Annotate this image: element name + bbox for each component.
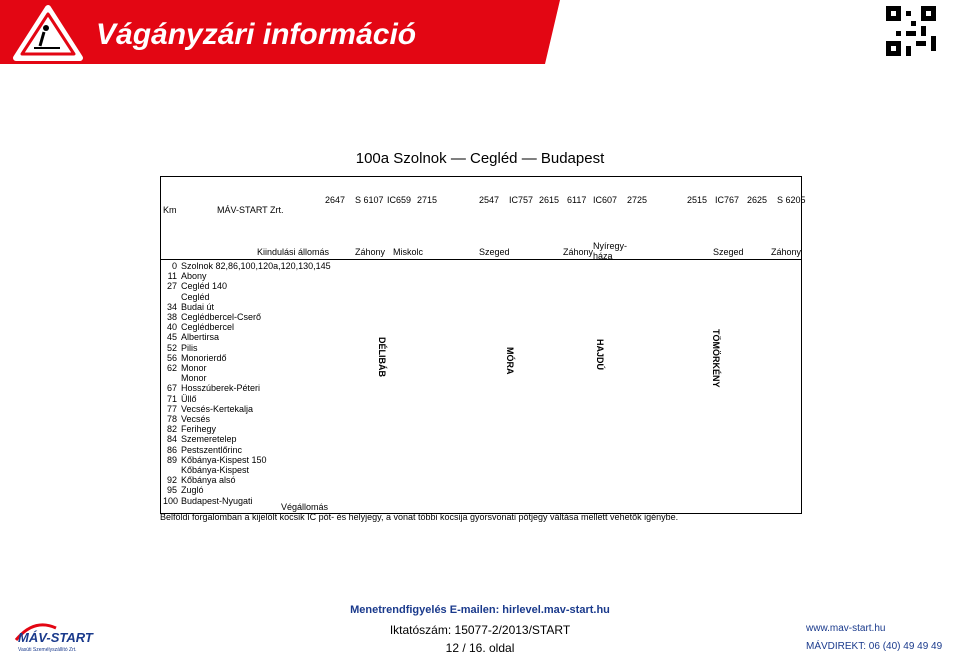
station-name: Cegléd 140 bbox=[181, 281, 228, 292]
station-row bbox=[161, 312, 801, 322]
station-name: Ceglédbercel-Cserő bbox=[181, 312, 262, 322]
station-row bbox=[161, 353, 801, 363]
station-row bbox=[161, 383, 801, 393]
station-row bbox=[161, 261, 801, 271]
km-value: 11 bbox=[167, 271, 177, 282]
station-row bbox=[161, 445, 801, 455]
km-header: Km bbox=[163, 205, 177, 215]
website-link[interactable]: www.mav-start.hu bbox=[806, 623, 886, 634]
km-value: 77 bbox=[166, 403, 177, 414]
station-row bbox=[161, 475, 801, 485]
origin-label: Záhony bbox=[563, 247, 594, 257]
station-name: Monor bbox=[181, 363, 207, 373]
phone-info: MÁVDIREKT: 06 (40) 49 49 49 bbox=[806, 641, 943, 652]
qr-code bbox=[886, 6, 936, 56]
station-row bbox=[161, 292, 801, 302]
station-name: Abony bbox=[181, 271, 207, 282]
km-value: 0 bbox=[171, 261, 177, 271]
svg-text:MÁV-START: MÁV-START bbox=[18, 630, 93, 645]
station-name: Budai út bbox=[181, 301, 215, 312]
station-name: Budapest-Nyugati bbox=[181, 495, 253, 506]
km-value: 71 bbox=[166, 393, 177, 404]
train-number: 2647 bbox=[325, 195, 346, 205]
origin-label: Miskolc bbox=[393, 247, 424, 257]
end-station-label: Végállomás bbox=[281, 502, 329, 512]
footer-page-number: 12 / 16. oldal bbox=[445, 641, 515, 655]
station-row bbox=[161, 485, 801, 495]
station-name: Vecsés bbox=[181, 414, 211, 424]
timetable-header bbox=[161, 177, 806, 261]
km-value: 45 bbox=[166, 332, 177, 343]
km-value: 92 bbox=[166, 475, 177, 486]
km-value: 34 bbox=[166, 301, 177, 312]
station-row bbox=[161, 465, 801, 475]
station-row bbox=[161, 424, 801, 434]
operator-label: MÁV-START Zrt. bbox=[217, 205, 284, 215]
km-value: 86 bbox=[166, 444, 177, 455]
train-number: IC757 bbox=[509, 195, 534, 205]
station-name: Ceglédbercel bbox=[181, 322, 235, 333]
station-row bbox=[161, 434, 801, 444]
contact-info bbox=[806, 620, 942, 656]
station-name: Monor bbox=[181, 373, 207, 384]
train-name-label: TÖMÖRKÉNY bbox=[711, 329, 721, 388]
station-row bbox=[161, 496, 801, 506]
station-name: Vecsés-Kertekalja bbox=[181, 403, 254, 414]
km-value: 38 bbox=[166, 312, 177, 322]
origin-label: Záhony bbox=[355, 247, 386, 257]
km-value: 82 bbox=[166, 424, 177, 435]
train-number: IC659 bbox=[387, 195, 412, 205]
train-number: IC607 bbox=[593, 195, 618, 205]
train-name-label: DÉLIBÁB bbox=[377, 337, 387, 377]
origin-label: Nyíregy-háza bbox=[593, 241, 628, 261]
km-value: 89 bbox=[166, 454, 177, 465]
station-name: Ferihegy bbox=[181, 424, 217, 435]
train-number: 6117 bbox=[567, 195, 587, 205]
station-row bbox=[161, 404, 801, 414]
footnote: Belföldi forgalomban a kijelölt kocsik IC pót- és helyjegy, a vonat többi kocsija gyorsvonati pótjegy váltása mellett vehetők igénybe. bbox=[160, 512, 679, 522]
station-name: Kőbánya-Kispest bbox=[181, 465, 250, 475]
station-row bbox=[161, 414, 801, 424]
train-number: 2615 bbox=[539, 195, 560, 205]
banner bbox=[0, 0, 560, 64]
km-value: 78 bbox=[166, 414, 177, 424]
train-name-label: MÓRA bbox=[505, 347, 515, 375]
station-name: Szemeretelep bbox=[181, 434, 237, 445]
start-station-label: Kiindulási állomás bbox=[257, 247, 330, 257]
km-value: 27 bbox=[166, 281, 177, 292]
station-name: Üllő bbox=[181, 393, 197, 404]
mav-start-logo bbox=[14, 618, 104, 654]
station-row bbox=[161, 271, 801, 281]
km-value: 95 bbox=[166, 485, 177, 496]
banner-title: Vágányzári információ bbox=[96, 18, 417, 51]
km-value: 40 bbox=[166, 322, 177, 333]
origin-label: Szeged bbox=[479, 247, 510, 257]
station-name: Pilis bbox=[181, 342, 198, 353]
train-number: 2725 bbox=[627, 195, 648, 205]
km-value: 84 bbox=[166, 434, 177, 445]
timetable bbox=[160, 176, 806, 514]
km-value: 100 bbox=[163, 495, 179, 506]
train-number: 2547 bbox=[479, 195, 500, 205]
train-number: 2715 bbox=[417, 195, 438, 205]
origin-label: Szeged bbox=[713, 247, 744, 257]
station-name: Szolnok 82,86,100,120a,120,130,145 bbox=[181, 261, 331, 271]
station-row bbox=[161, 455, 801, 465]
station-row bbox=[161, 363, 801, 373]
train-number: IC767 bbox=[715, 195, 740, 205]
train-name-label: HAJDÚ bbox=[595, 339, 605, 371]
station-row bbox=[161, 332, 801, 342]
km-value: 52 bbox=[166, 342, 177, 353]
train-number: 2515 bbox=[687, 195, 708, 205]
km-value: 67 bbox=[166, 383, 177, 394]
station-name: Monorierdő bbox=[181, 352, 227, 363]
station-row bbox=[161, 302, 801, 312]
svg-text:Vasúti Személyszállító Zrt.: Vasúti Személyszállító Zrt. bbox=[18, 647, 77, 653]
train-number: S 6107 bbox=[355, 195, 384, 205]
page-title: 100a Szolnok — Cegléd — Budapest bbox=[355, 150, 605, 167]
station-name: Albertirsa bbox=[181, 332, 220, 343]
km-value: 62 bbox=[166, 363, 177, 373]
station-row bbox=[161, 343, 801, 353]
train-number: 2625 bbox=[747, 195, 768, 205]
station-name: Cegléd bbox=[181, 291, 210, 302]
station-row bbox=[161, 322, 801, 332]
footer-doc-number: Iktatószám: 15077-2/2013/START bbox=[389, 623, 571, 637]
station-name: Kőbánya-Kispest 150 bbox=[181, 454, 267, 465]
station-row bbox=[161, 281, 801, 291]
origin-label: Záhony bbox=[771, 247, 802, 257]
train-number: S 6205 bbox=[777, 195, 806, 205]
station-row bbox=[161, 394, 801, 404]
station-row bbox=[161, 373, 801, 383]
station-name: Kőbánya alsó bbox=[181, 475, 236, 486]
km-value: 56 bbox=[166, 352, 177, 363]
station-name: Zugló bbox=[181, 485, 204, 496]
station-name: Hosszúberek-Péteri bbox=[181, 383, 261, 394]
footer-email: Menetrendfigyelés E-mailen: hirlevel.mav-start.hu bbox=[350, 604, 610, 616]
station-name: Pestszentlőrinc bbox=[181, 444, 243, 455]
